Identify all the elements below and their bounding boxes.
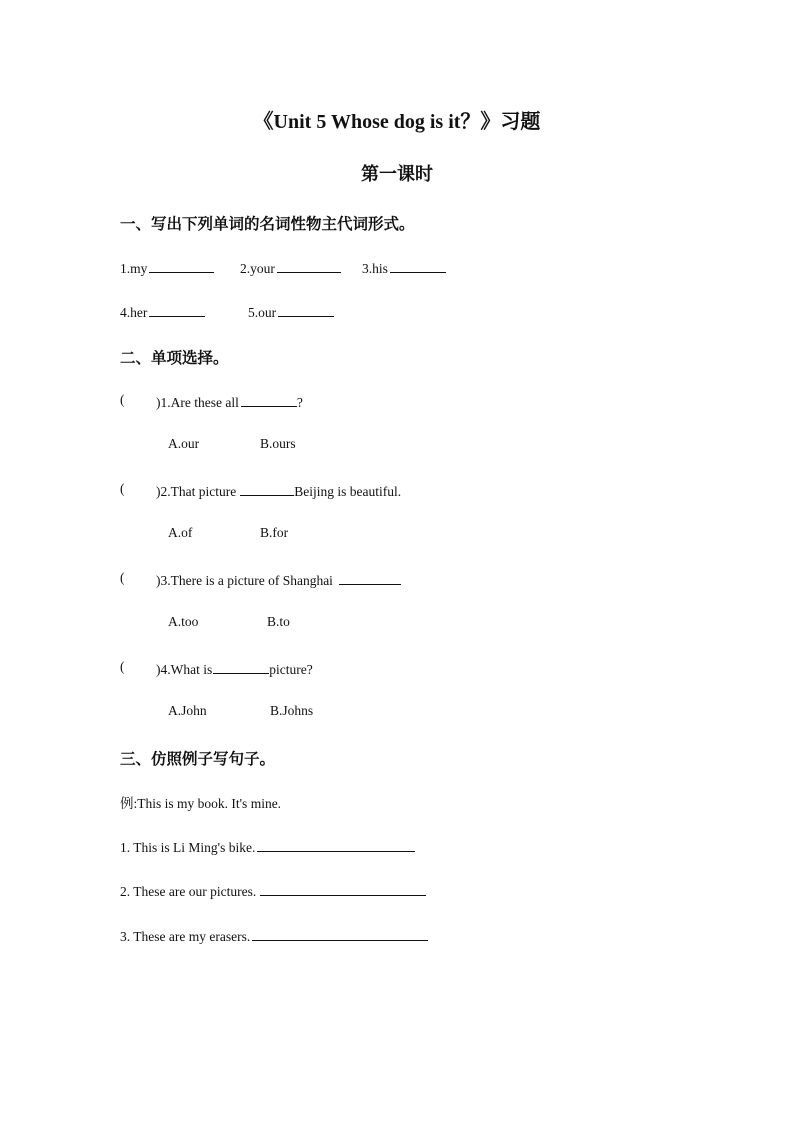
sentence-3: 3. These are my erasers. xyxy=(120,926,428,945)
item-1: 1.my xyxy=(120,258,214,277)
option-b[interactable]: B.to xyxy=(267,614,290,629)
answer-blank[interactable] xyxy=(339,570,401,585)
item-5: 5.our xyxy=(248,302,334,321)
example-sentence: 例:This is my book. It's mine. xyxy=(120,796,282,811)
answer-blank[interactable] xyxy=(149,258,214,273)
answer-blank[interactable] xyxy=(257,837,415,852)
option-b[interactable]: B.ours xyxy=(260,436,296,451)
option-a[interactable]: A.of xyxy=(168,525,193,540)
answer-blank[interactable] xyxy=(260,881,426,896)
sentence-1: 1. This is Li Ming's bike. xyxy=(120,837,415,856)
option-a[interactable]: A.our xyxy=(168,436,200,451)
answer-blank[interactable] xyxy=(390,258,446,273)
document-title: 《Unit 5 Whose dog is it？》习题 xyxy=(253,111,541,133)
item-2: 2.your xyxy=(240,258,341,277)
option-a[interactable]: A.too xyxy=(168,614,199,629)
lesson-subtitle: 第一课时 xyxy=(361,164,433,184)
answer-blank[interactable] xyxy=(149,302,205,317)
answer-blank[interactable] xyxy=(252,926,428,941)
item-4: 4.her xyxy=(120,302,205,321)
section1-heading: 一、写出下列单词的名词性物主代词形式。 xyxy=(120,216,415,233)
option-a[interactable]: A.John xyxy=(168,703,207,718)
answer-blank[interactable] xyxy=(241,392,297,407)
item-3: 3.his xyxy=(362,258,446,277)
answer-blank[interactable] xyxy=(278,302,334,317)
answer-blank[interactable] xyxy=(213,659,269,674)
sentence-2: 2. These are our pictures. xyxy=(120,881,426,900)
answer-blank[interactable] xyxy=(277,258,341,273)
option-b[interactable]: B.for xyxy=(260,525,289,540)
option-b[interactable]: B.Johns xyxy=(270,703,314,718)
section3-heading: 三、仿照例子写句子。 xyxy=(120,751,276,768)
section2-heading: 二、单项选择。 xyxy=(120,350,229,367)
answer-blank[interactable] xyxy=(240,481,294,496)
